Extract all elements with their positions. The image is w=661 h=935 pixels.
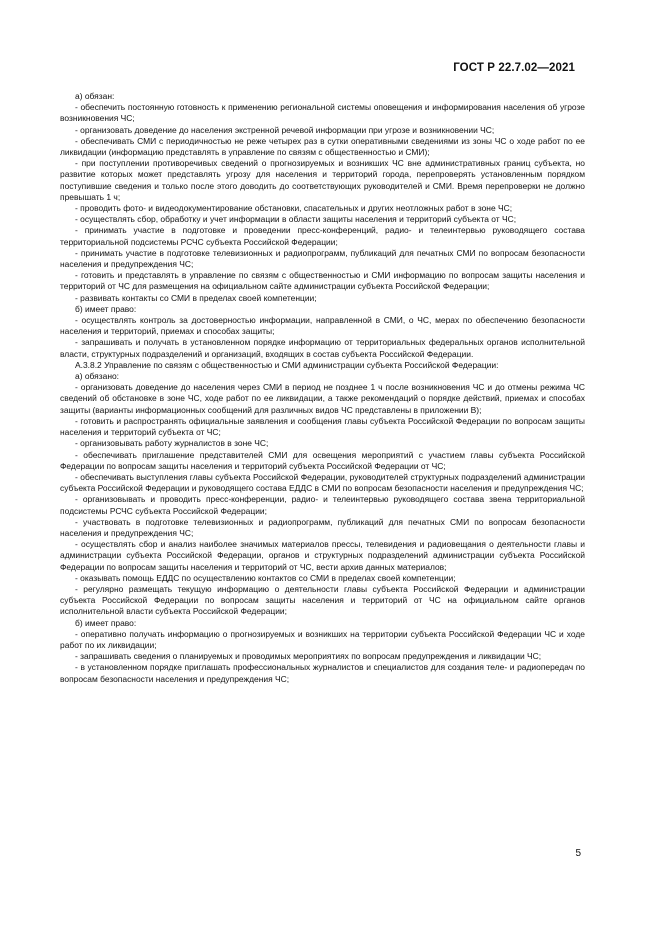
- paragraph: - регулярно размещать текущую информацию о деятельности главы субъекта Российской Федерации и администрации субъекта Российской Федерации по вопросам защиты населения и территорий от ЧС на официальном сайте органов исполнительной власти субъекта Российской Федерации;: [60, 583, 585, 617]
- document-code-header: ГОСТ Р 22.7.02—2021: [453, 62, 575, 74]
- paragraph: - организовать доведение до населения через СМИ в период не позднее 1 ч после возникновения ЧС и до отмены режима ЧС сведений об обстановке в зоне ЧС, ходе работ по ее ликвидации, а также рекомендаций о порядке действий, приемах и способах защиты (варианты информационных сообщений для различных видов ЧС представлены в приложении В);: [60, 382, 585, 415]
- paragraph: а) обязан:: [75, 91, 115, 101]
- paragraph: - в установленном порядке приглашать профессиональных журналистов и специалистов для создания теле- и радиопередач по вопросам безопасности населения и предупреждения ЧС;: [60, 662, 585, 684]
- paragraph: - осуществлять сбор, обработку и учет информации в области защиты населения и территорий субъекта от ЧС;: [75, 214, 517, 225]
- paragraph: - организовывать работу журналистов в зоне ЧС;: [75, 438, 269, 449]
- paragraph: - при поступлении противоречивых сведений о прогнозируемых и возникших ЧС вне административных границ субъекта, но развитие которых может представлять угрозу для населения и территорий города, перепроверять установленным порядком поступившие сведения и только после этого доводить до соответствующих руководителей и СМИ. Время перепроверки не должно превышать 1 ч;: [60, 158, 585, 202]
- paragraph: - участвовать в подготовке телевизионных и радиопрограмм, публикаций для печатных СМИ по вопросам безопасности населения и предупреждения ЧС;: [60, 516, 585, 538]
- paragraph: - готовить и распространять официальные заявления и сообщения главы субъекта Российской Федерации по вопросам защиты населения и территорий субъекта от ЧС;: [60, 415, 585, 438]
- paragraph: - оказывать помощь ЕДДС по осуществлению контактов со СМИ в пределах своей компетенции;: [75, 572, 456, 583]
- paragraph: - обеспечивать СМИ с периодичностью не реже четырех раз в сутки оперативными сведениями из зоны ЧС о ходе работ по ее ликвидации (информацию представлять в управление по связям с общественностью и СМИ);: [60, 135, 585, 158]
- paragraph: - запрашивать и получать в установленном порядке информацию от территориальных федеральных органов исполнительной власти, структурных подразделений и организаций, входящих в состав субъекта Российской Федерации.: [60, 337, 585, 359]
- paragraph: - осуществлять сбор и анализ наиболее значимых материалов прессы, телевидения и радиовещания о деятельности главы и администрации субъекта Российской Федерации, органов и структурных подразделений администрации субъекта Российской Федерации по вопросам защиты населения и территорий от ЧС, вести архив данных материалов;: [60, 539, 585, 572]
- section-heading: А.3.8.2 Управление по связям с общественностью и СМИ администрации субъекта Российской Федерации:: [75, 359, 499, 370]
- document-body: [60, 91, 585, 685]
- paragraph: - готовить и представлять в управление по связям с общественностью и СМИ информацию по вопросам защиты населения и территорий от ЧС для размещения на официальном сайте администрации субъекта Российской Федерации;: [60, 270, 585, 292]
- paragraph: - обеспечить постоянную готовность к применению региональной системы оповещения и информирования населения об угрозе возникновения ЧС;: [60, 102, 585, 124]
- paragraph: - обеспечивать приглашение представителей СМИ для освещения мероприятий с участием главы субъекта Российской Федерации по вопросам защиты населения и территорий субъекта Российской Федерации от ЧС;: [60, 449, 585, 471]
- paragraph: - развивать контакты со СМИ в пределах своей компетенции;: [75, 292, 317, 303]
- paragraph: - запрашивать сведения о планируемых и проводимых мероприятиях по вопросам предупреждения и ликвидации ЧС;: [75, 651, 542, 662]
- paragraph: - оперативно получать информацию о прогнозируемых и возникших на территории субъекта Российской Федерации ЧС и ходе работ по их ликвидации;: [60, 628, 585, 650]
- paragraph: - принимать участие в подготовке и проведении пресс-конференций, радио- и телеинтервью руководящего состава территориальной подсистемы РСЧС субъекта Российской Федерации;: [60, 225, 585, 247]
- paragraph: - организовывать и проводить пресс-конференции, радио- и телеинтервью руководящего состава звена территориальной подсистемы РСЧС субъекта Российской Федерации;: [60, 494, 585, 516]
- paragraph: - принимать участие в подготовке телевизионных и радиопрограмм, публикаций для печатных СМИ по вопросам безопасности населения и предупреждения ЧС;: [60, 247, 585, 270]
- paragraph: - организовать доведение до населения экстренной речевой информации при угрозе и возникновении ЧС;: [75, 124, 495, 135]
- paragraph: а) обязано:: [75, 371, 120, 382]
- paragraph: - осуществлять контроль за достоверностью информации, направленной в СМИ, о ЧС, мерах по обеспечению безопасности населения и территорий, приемах и способах защиты;: [60, 315, 585, 337]
- page-number: 5: [575, 848, 581, 859]
- paragraph: - обеспечивать выступления главы субъекта Российской Федерации, руководителей структурных подразделений администрации субъекта Российской Федерации и руководящего состава ЕДДС в СМИ по вопросам безопасности населения и предупреждения ЧС;: [60, 471, 585, 494]
- paragraph: - проводить фото- и видеодокументирование обстановки, спасательных и других неотложных работ в зоне ЧС;: [75, 203, 513, 214]
- paragraph: б) имеет право:: [75, 303, 137, 314]
- paragraph: б) имеет право:: [75, 617, 137, 628]
